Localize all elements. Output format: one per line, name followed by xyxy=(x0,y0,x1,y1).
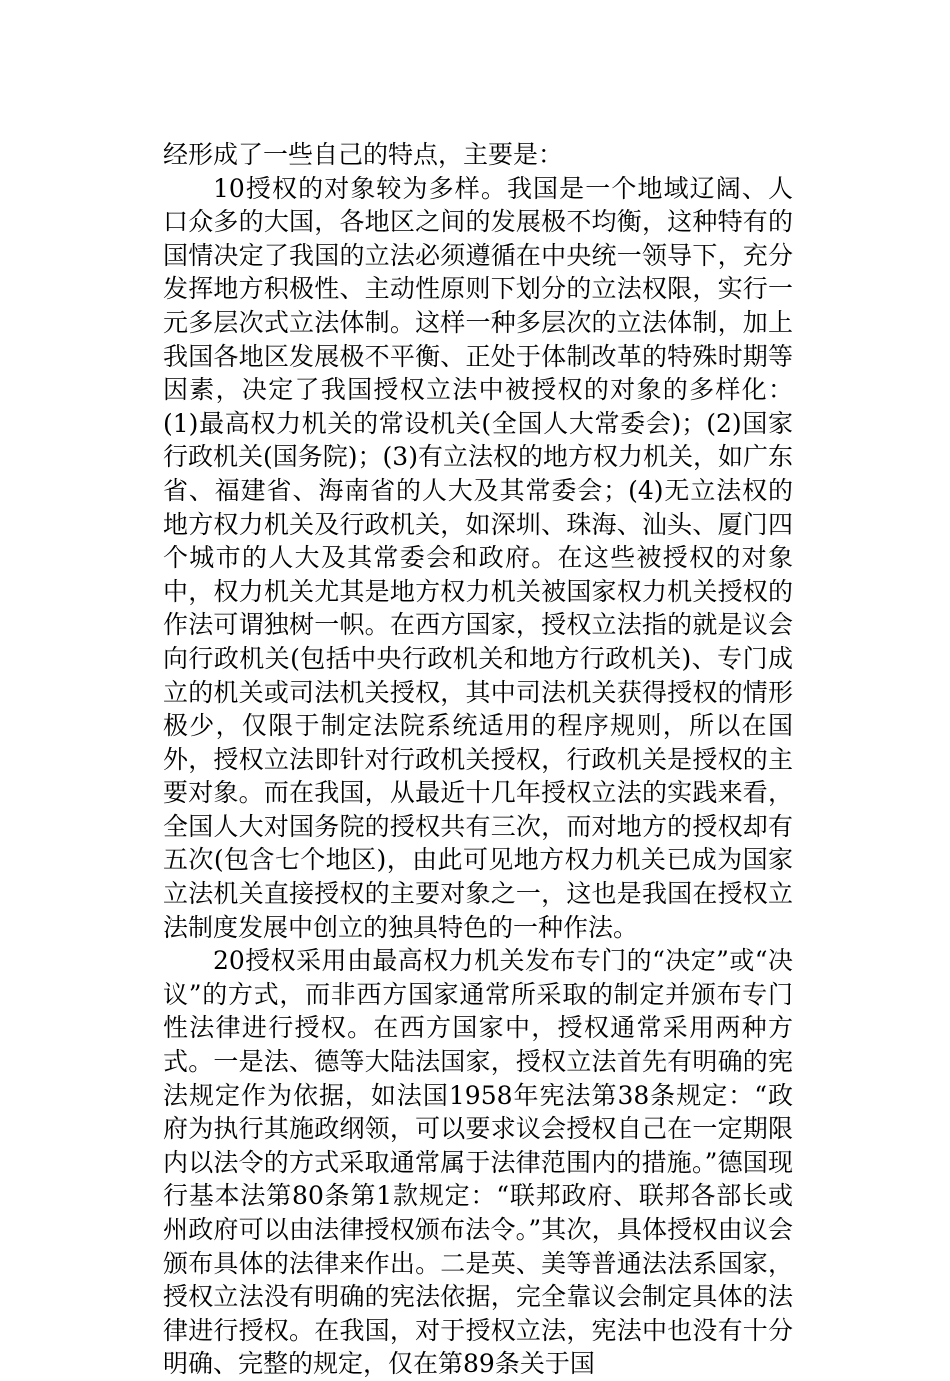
paragraph-point-1: 10授权的对象较为多样。我国是一个地域辽阔、人口众多的大国，各地区之间的发展极不均衡，这种特有的国情决定了我国的立法必须遵循在中央统一领导下，充分发挥地方积极性、主动性原则下划分的立法权限，实行一元多层次式立法体制。这样一种多层次的立法体制，加上我国各地区发展极不平衡、正处于体制改革的特殊时期等因素，决定了我国授权立法中被授权的对象的多样化：(1)最高权力机关的常设机关(全国人大常委会)；(2)国家行政机关(国务院)；(3)有立法权的地方权力机关，如广东省、福建省、海南省的人大及其常委会；(4)无立法权的地方权力机关及行政机关，如深圳、珠海、汕头、厦门四个城市的人大及其常委会和政府。在这些被授权的对象中，权力机关尤其是地方权力机关被国家权力机关授权的作法可谓独树一帜。在西方国家，授权立法指的就是议会向行政机关(包括中央行政机关和地方行政机关)、专门成立的机关或司法机关授权，其中司法机关获得授权的情形极少，仅限于制定法院系统适用的程序规则，所以在国外，授权立法即针对行政机关授权，行政机关是授权的主要对象。而在我国，从最近十几年授权立法的实践来看，全国人大对国务院的授权共有三次，而对地方的授权却有五次(包含七个地区)，由此可见地方权力机关已成为国家立法机关直接授权的主要对象之一，这也是我国在授权立法制度发展中创立的独具特色的一种作法。 xyxy=(163,173,793,942)
paragraph-intro-continuation: 经形成了一些自己的特点，主要是： xyxy=(163,140,564,169)
paragraph-point-2: 20授权采用由最高权力机关发布专门的“决定”或“决议”的方式，而非西方国家通常所采取的制定并颁布专门性法律进行授权。在西方国家中，授权通常采用两种方式。一是法、德等大陆法国家，授权立法首先有明确的宪法规定作为依据，如法国1958年宪法第38条规定：“政府为执行其施政纲领，可以要求议会授权自己在一定期限内以法令的方式采取通常属于法律范围内的措施。”德国现行基本法第80条第1款规定：“联邦政府、联邦各部长或州政府可以由法律授权颁布法令。”其次，具体授权由议会颁布具体的法律来作出。二是英、美等普通法法系国家，授权立法没有明确的宪法依据，完全靠议会制定具体的法律进行授权。在我国，对于授权立法，宪法中也没有十分明确、完整的规定，仅在第89条关于国 xyxy=(163,946,793,1379)
body-text xyxy=(163,138,793,1381)
